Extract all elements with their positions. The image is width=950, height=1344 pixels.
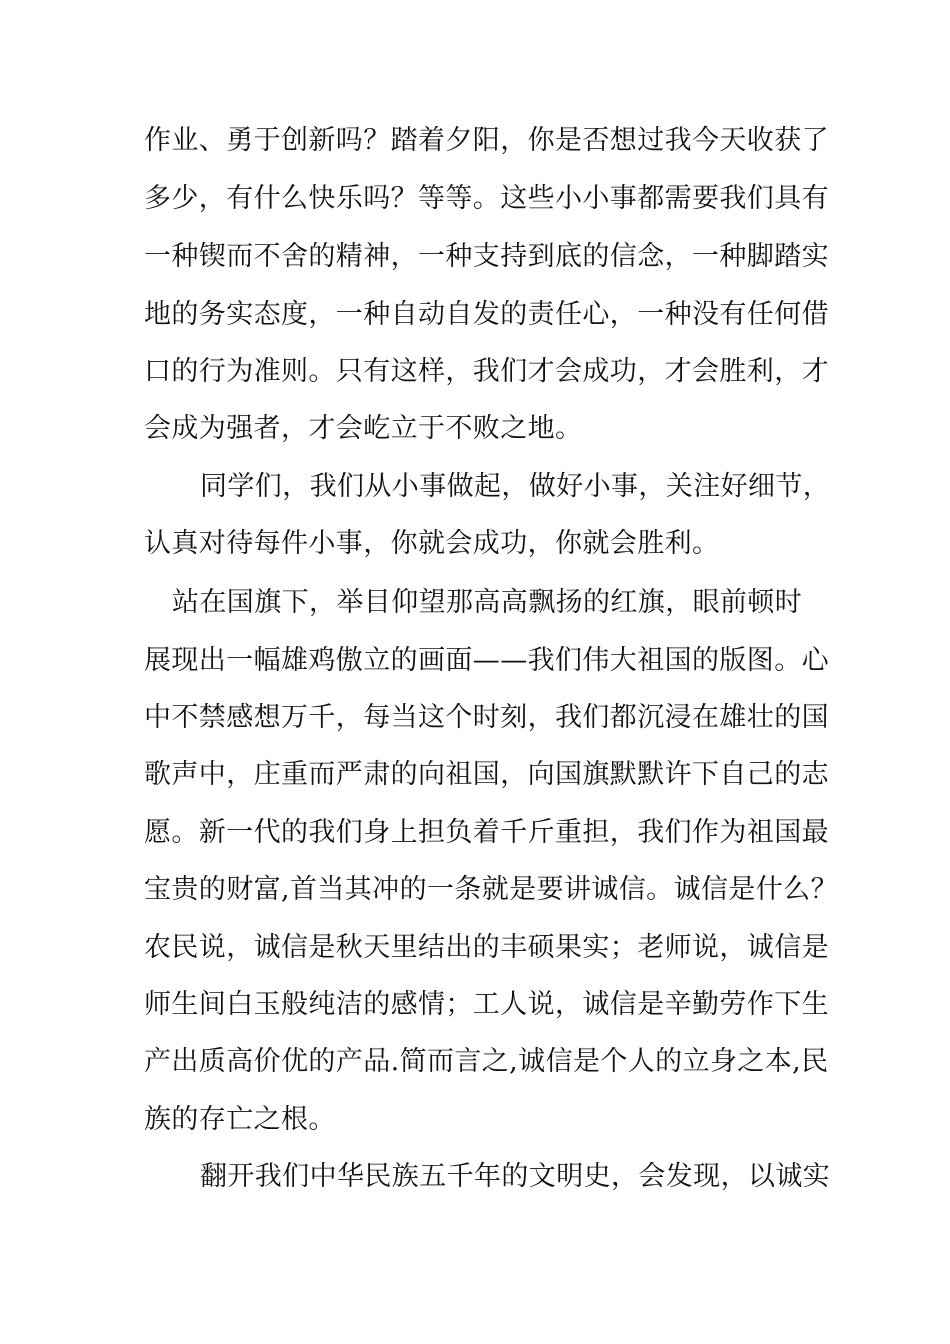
text-line: 站在国旗下，举目仰望那高高飘扬的红旗，眼前顿时 [172,587,803,618]
text-line: 多少，有什么快乐吗？等等。这些小小事都需要我们具有 [144,183,829,214]
text-line: 产出质高价优的产品.简而言之,诚信是个人的立身之本,民 [144,1046,829,1077]
text-line: 作业、勇于创新吗？踏着夕阳，你是否想过我今天收获了 [144,125,829,156]
text-line: 一种锲而不舍的精神，一种支持到底的信念，一种脚踏实 [144,241,829,272]
text-line: 族的存亡之根。 [144,1104,336,1135]
text-line: 中不禁感想万千，每当这个时刻，我们都沉浸在雄壮的国 [144,702,829,733]
text-line: 歌声中，庄重而严肃的向祖国，向国旗默默许下自己的志 [144,759,829,790]
text-line: 宝贵的财富,首当其冲的一条就是要讲诚信。诚信是什么？ [144,874,838,905]
text-line: 地的务实态度，一种自动自发的责任心，一种没有任何借 [144,299,829,330]
text-line: 会成为强者，才会屹立于不败之地。 [144,413,583,444]
text-line: 农民说，诚信是秋天里结出的丰硕果实；老师说，诚信是 [144,932,829,963]
text-line: 口的行为准则。只有这样，我们才会成功，才会胜利，才 [144,356,829,387]
text-line: 愿。新一代的我们身上担负着千斤重担，我们作为祖国最 [144,817,829,848]
text-line: 翻开我们中华民族五千年的文明史，会发现，以诚实 [200,1161,831,1192]
text-line: 认真对待每件小事，你就会成功，你就会胜利。 [144,528,720,559]
text-line: 师生间白玉般纯洁的感情；工人说，诚信是辛勤劳作下生 [144,989,829,1020]
text-line: 同学们，我们从小事做起，做好小事，关注好细节， [200,471,831,502]
text-line: 展现出一幅雄鸡傲立的画面——我们伟大祖国的版图。心 [144,645,829,676]
